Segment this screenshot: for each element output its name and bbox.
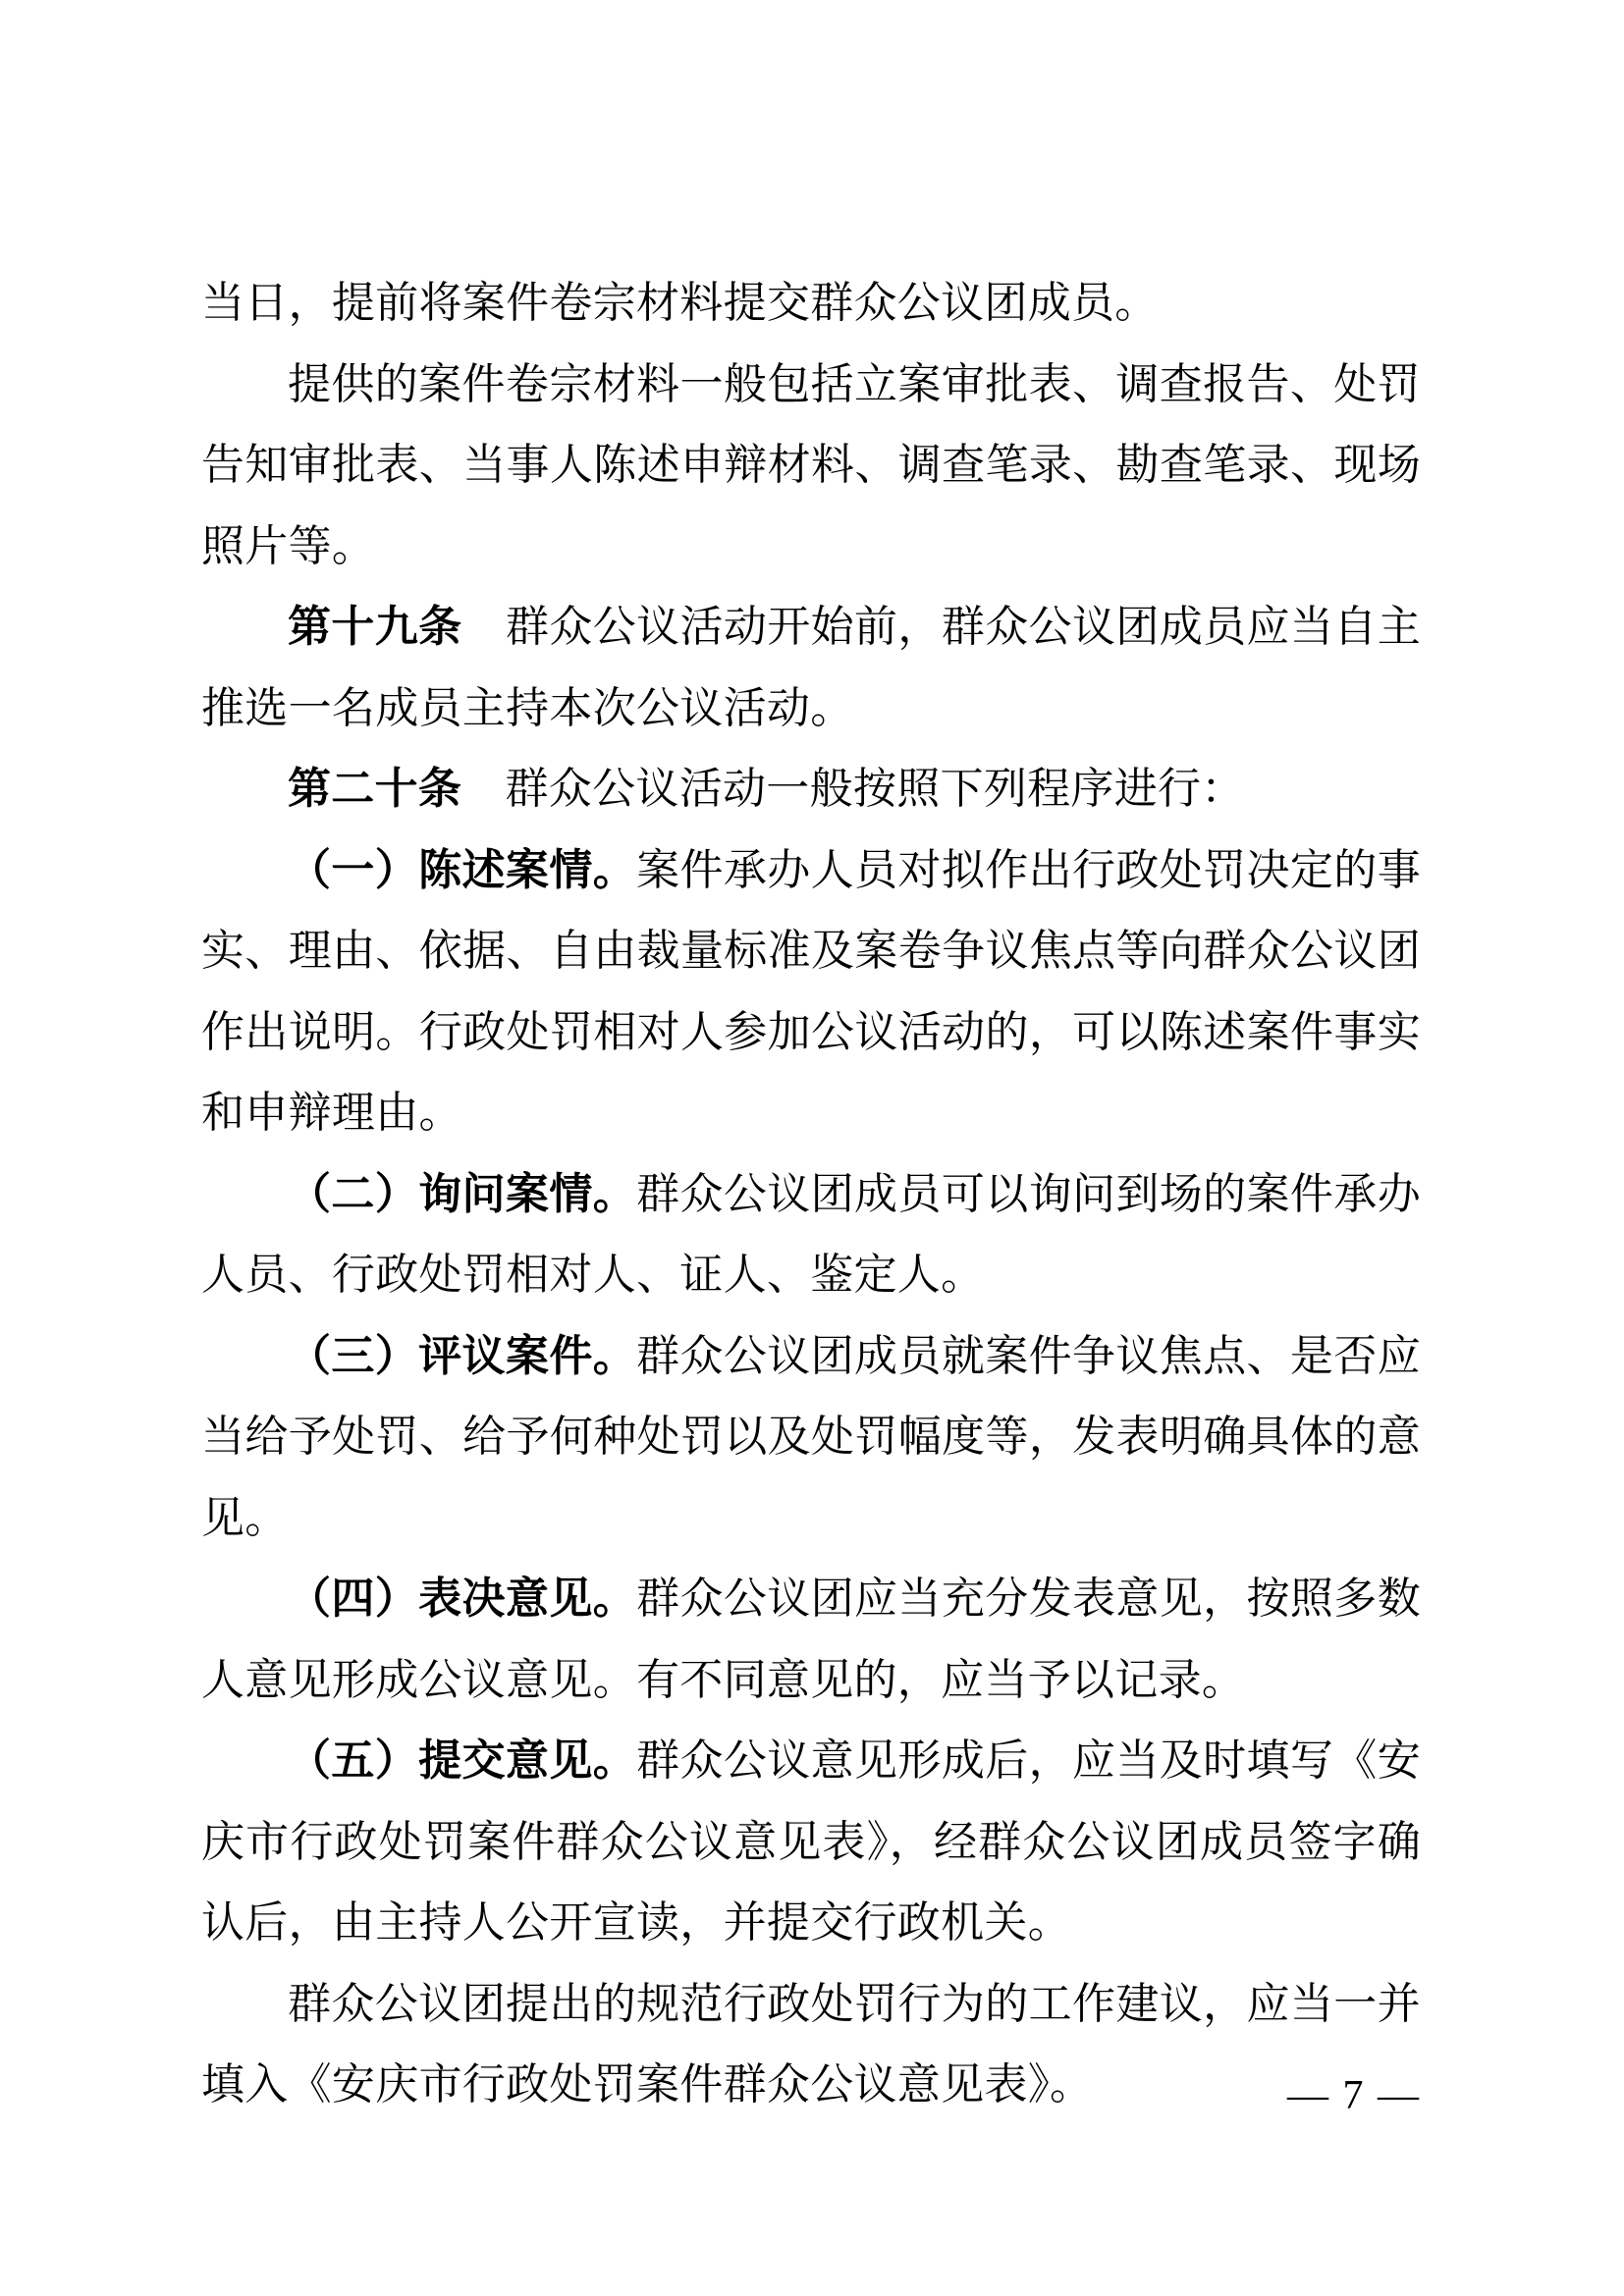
paragraph: 提供的案件卷宗材料一般包括立案审批表、调查报告、处罚告知审批表、当事人陈述申辩材料、调查笔录、勘查笔录、现场照片等。 xyxy=(201,359,1421,570)
paragraph-heading: 第二十条 xyxy=(288,765,462,813)
paragraph: （四）表决意见。群众公议团应当充分发表意见，按照多数人意见形成公议意见。有不同意见的，应当予以记录。 xyxy=(201,1575,1421,1704)
paragraph-heading: 第十九条 xyxy=(288,603,462,651)
paragraph-heading: （一）陈述案情。 xyxy=(288,845,637,894)
paragraph: 第十九条 群众公议活动开始前，群众公议团成员应当自主推选一名成员主持本次公议活动。 xyxy=(201,603,1421,732)
paragraph: （五）提交意见。群众公议意见形成后，应当及时填写《安庆市行政处罚案件群众公议意见表》，经群众公议团成员签字确认后，由主持人公开宣读，并提交行政机关。 xyxy=(201,1736,1421,1947)
paragraph: 群众公议团提出的规范行政处罚行为的工作建议，应当一并填入《安庆市行政处罚案件群众公议意见表》。 xyxy=(201,1979,1421,2109)
paragraph: 第二十条 群众公议活动一般按照下列程序进行： xyxy=(288,765,1245,813)
paragraph-heading: （三）评议案件。 xyxy=(288,1331,637,1380)
paragraph: （二）询问案情。群众公议团成员可以询问到场的案件承办人员、行政处罚相对人、证人、鉴定人。 xyxy=(201,1169,1421,1299)
paragraph: 当日，提前将案件卷宗材料提交群众公议团成员。 xyxy=(201,279,1159,327)
paragraph: （一）陈述案情。案件承办人员对拟作出行政处罚决定的事实、理由、依据、自由裁量标准及案卷争议焦点等向群众公议团作出说明。行政处罚相对人参加公议活动的，可以陈述案件事实和申辩理由。 xyxy=(201,845,1421,1137)
paragraph: （三）评议案件。群众公议团成员就案件争议焦点、是否应当给予处罚、给予何种处罚以及处罚幅度等，发表明确具体的意见。 xyxy=(201,1331,1421,1542)
paragraph-heading: （二）询问案情。 xyxy=(288,1169,637,1218)
paragraph-heading: （四）表决意见。 xyxy=(288,1575,637,1623)
paragraph-heading: （五）提交意见。 xyxy=(288,1736,637,1785)
page-number: — 7 — xyxy=(1287,2073,1421,2118)
document-body xyxy=(201,263,1421,2126)
